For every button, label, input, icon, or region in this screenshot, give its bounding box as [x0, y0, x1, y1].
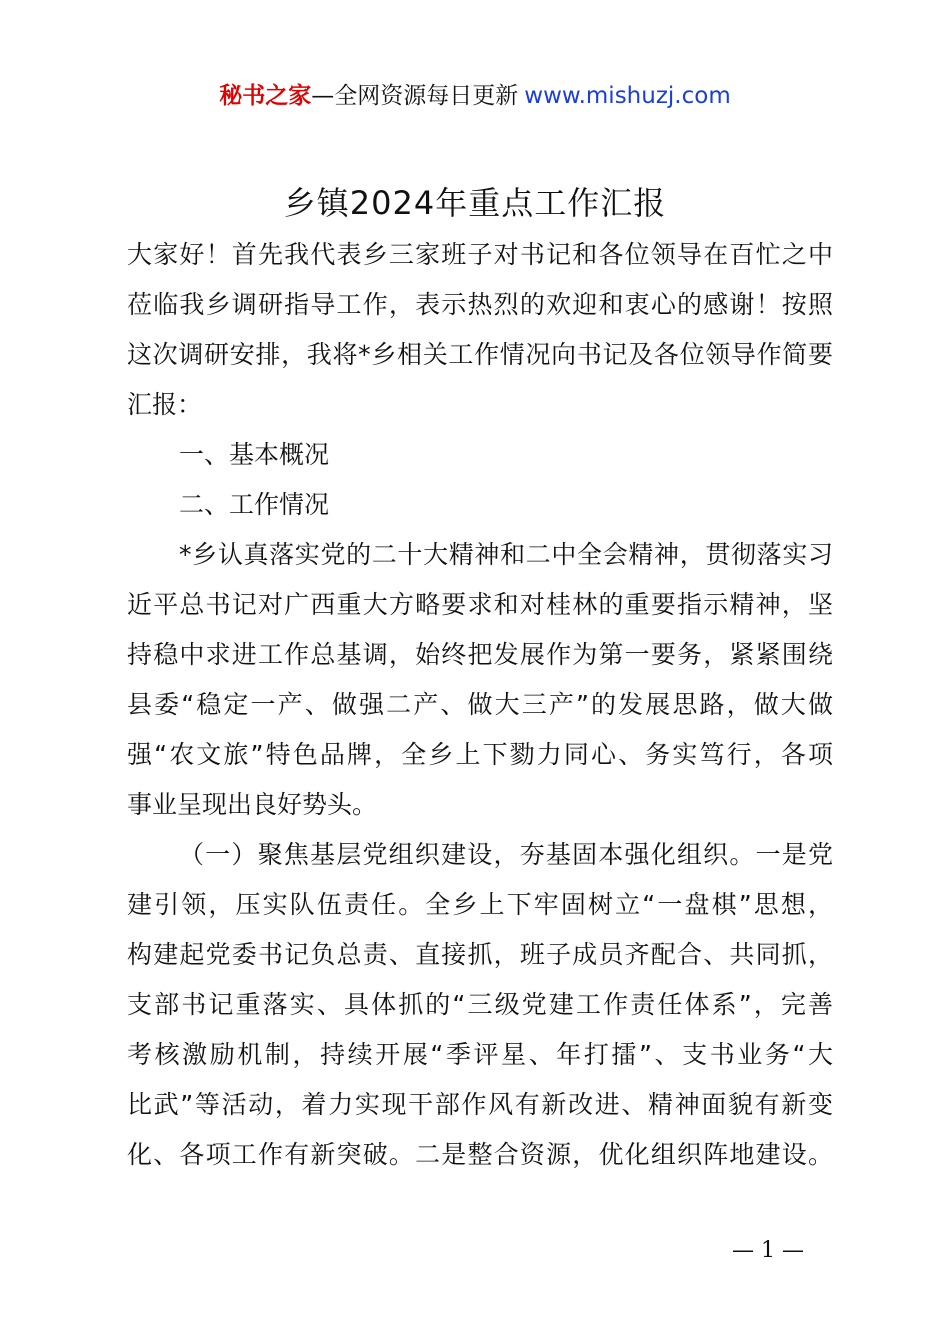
section-heading-work: 二、工作情况 [179, 490, 330, 519]
body-line: 近平总书记对广西重大方略要求和对桂林的重要指示精神，坚 [127, 590, 833, 619]
document-title: 乡镇2024年重点工作汇报 [283, 184, 667, 222]
body-line: 莅临我乡调研指导工作，表示热烈的欢迎和衷心的感谢！按照 [127, 290, 833, 319]
body-line: 化、各项工作有新突破。二是整合资源，优化组织阵地建设。 [127, 1140, 833, 1169]
body-line: 比武”等活动，着力实现干部作风有新改进、精神面貌有新变 [127, 1090, 833, 1119]
body-line: 考核激励机制，持续开展“季评星、年打擂”、支书业务“大 [127, 1040, 833, 1069]
body-line: *乡认真落实党的二十大精神和二中全会精神，贯彻落实习 [179, 540, 833, 569]
banner-tagline: —全网资源每日更新 [311, 83, 519, 109]
body-line: 支部书记重落实、具体抓的“三级党建工作责任体系”，完善 [127, 990, 833, 1019]
document-body [127, 230, 833, 1180]
site-url-link[interactable]: www.mishuzj.com [524, 83, 731, 109]
brand-name: 秘书之家 [219, 83, 312, 109]
subsection-line: （一）聚焦基层党组织建设，夯基固本强化组织。一是党 [179, 840, 833, 869]
body-line: 事业呈现出良好势头。 [127, 790, 378, 819]
body-line: 大家好！首先我代表乡三家班子对书记和各位领导在百忙之中 [127, 240, 833, 269]
body-line: 建引领，压实队伍责任。全乡上下牢固树立“一盘棋”思想， [127, 890, 833, 919]
body-line: 持稳中求进工作总基调，始终把发展作为第一要务，紧紧围绕 [127, 640, 833, 669]
body-line: 强“农文旅”特色品牌，全乡上下勠力同心、务实笃行，各项 [127, 740, 833, 769]
body-line: 汇报： [127, 390, 203, 419]
site-banner [0, 79, 950, 113]
body-line: 构建起党委书记负总责、直接抓，班子成员齐配合、共同抓， [127, 940, 833, 969]
body-line: 这次调研安排，我将*乡相关工作情况向书记及各位领导作简要 [127, 340, 833, 369]
body-line: 县委“稳定一产、做强二产、做大三产”的发展思路，做大做 [127, 690, 833, 719]
section-heading-overview: 一、基本概况 [179, 440, 330, 469]
page-number: — 1 — [732, 1238, 804, 1263]
